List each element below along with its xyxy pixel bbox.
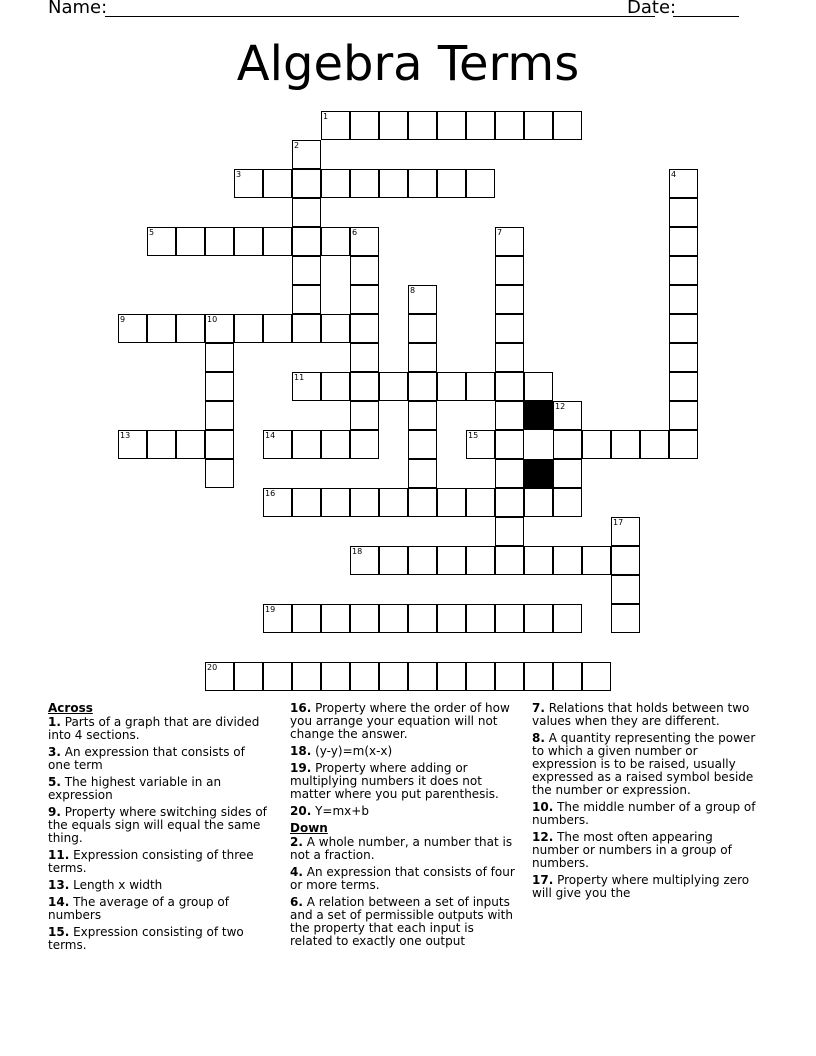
crossword-cell[interactable] (205, 343, 234, 372)
clue-number-label: 7 (497, 228, 503, 237)
crossword-cell[interactable] (669, 256, 698, 285)
crossword-cell[interactable] (205, 430, 234, 459)
clue-across (48, 806, 270, 845)
crossword-cell[interactable] (176, 314, 205, 343)
crossword-cell[interactable] (234, 314, 263, 343)
crossword-cell[interactable] (263, 662, 292, 691)
clue-number-label: 2 (294, 141, 300, 150)
crossword-cell[interactable] (292, 140, 321, 169)
crossword-cell[interactable] (495, 343, 524, 372)
clue-number-label: 17 (613, 518, 624, 527)
crossword-cell[interactable] (263, 488, 292, 517)
clue-number: 10. (532, 800, 554, 814)
crossword-cell[interactable] (350, 227, 379, 256)
crossword-cell[interactable] (553, 401, 582, 430)
clue-number: 15. (48, 925, 70, 939)
across-heading: Across (48, 701, 93, 715)
clue-number: 4. (290, 865, 303, 879)
crossword-cell[interactable] (495, 314, 524, 343)
clue-across (48, 716, 270, 742)
crossword-cell[interactable] (466, 169, 495, 198)
crossword-cell[interactable] (408, 343, 437, 372)
crossword-cell[interactable] (669, 372, 698, 401)
clue-number-label: 9 (120, 315, 126, 324)
crossword-cell[interactable] (147, 430, 176, 459)
crossword-cell[interactable] (408, 546, 437, 575)
crossword-cell[interactable] (263, 314, 292, 343)
crossword-cell[interactable] (495, 372, 524, 401)
crossword-cell[interactable] (292, 430, 321, 459)
crossword-cell[interactable] (669, 314, 698, 343)
crossword-cell[interactable] (437, 169, 466, 198)
crossword-cell[interactable] (379, 662, 408, 691)
crossword-cell[interactable] (466, 604, 495, 633)
crossword-cell[interactable] (205, 662, 234, 691)
crossword-cell[interactable] (437, 604, 466, 633)
crossword-cell[interactable] (495, 459, 524, 488)
crossword-cell[interactable] (669, 285, 698, 314)
clue-number-label: 18 (352, 547, 363, 556)
crossword-cell[interactable] (176, 430, 205, 459)
crossword-cell[interactable] (495, 285, 524, 314)
clue-across (48, 746, 270, 772)
clue-text: An expression that consists of one term (48, 745, 245, 772)
clue-text: Parts of a graph that are divided into 4 sections. (48, 715, 260, 742)
crossword-cell[interactable] (234, 227, 263, 256)
clue-number: 12. (532, 830, 554, 844)
crossword-cell[interactable] (466, 111, 495, 140)
crossword-cell[interactable] (495, 401, 524, 430)
clue-number: 18. (290, 744, 312, 758)
crossword-cell[interactable] (263, 604, 292, 633)
clue-across (290, 702, 520, 741)
crossword-cell[interactable] (437, 662, 466, 691)
crossword-cell[interactable] (495, 488, 524, 517)
name-label: Name: (48, 0, 108, 18)
clue-across (290, 805, 520, 818)
crossword-cell[interactable] (582, 546, 611, 575)
crossword-cell[interactable] (292, 169, 321, 198)
clue-down (532, 732, 760, 797)
crossword-cell[interactable] (495, 256, 524, 285)
clue-number: 1. (48, 715, 61, 729)
clue-number-label: 4 (671, 170, 677, 179)
crossword-cell[interactable] (379, 111, 408, 140)
clue-text: Length x width (73, 878, 163, 892)
crossword-cell[interactable] (611, 546, 640, 575)
crossword-cell[interactable] (408, 285, 437, 314)
clue-number-label: 11 (294, 373, 305, 382)
crossword-cell[interactable] (263, 227, 292, 256)
page-title: Algebra Terms (236, 36, 580, 92)
crossword-cell[interactable] (669, 169, 698, 198)
crossword-cell[interactable] (408, 488, 437, 517)
clue-number: 17. (532, 873, 554, 887)
crossword-cell[interactable] (611, 430, 640, 459)
crossword-cell[interactable] (553, 488, 582, 517)
crossword-cell[interactable] (292, 372, 321, 401)
clue-text: Expression consisting of three terms. (48, 848, 254, 875)
clue-number-label: 5 (149, 228, 155, 237)
clue-number: 11. (48, 848, 70, 862)
clue-number-label: 6 (352, 228, 358, 237)
clue-number-label: 10 (207, 315, 218, 324)
clue-text: The average of a group of numbers (48, 895, 229, 922)
clue-text: An expression that consists of four or more terms. (290, 865, 515, 892)
crossword-cell[interactable] (321, 111, 350, 140)
crossword-cell[interactable] (292, 662, 321, 691)
crossword-cell[interactable] (495, 546, 524, 575)
crossword-cell[interactable] (437, 488, 466, 517)
crossword-cell[interactable] (321, 488, 350, 517)
clue-number-label: 12 (555, 402, 566, 411)
clue-text: A relation between a set of inputs and a set of permissible outputs with the property that each input is related to exactly one output (290, 895, 513, 948)
crossword-cell[interactable] (553, 604, 582, 633)
crossword-cell[interactable] (292, 256, 321, 285)
crossword-cell[interactable] (582, 662, 611, 691)
crossword-cell[interactable] (524, 488, 553, 517)
down-heading: Down (290, 821, 328, 835)
crossword-cell[interactable] (408, 459, 437, 488)
crossword-cell[interactable] (611, 517, 640, 546)
crossword-cell[interactable] (321, 430, 350, 459)
crossword-cell[interactable] (350, 111, 379, 140)
clue-across (48, 896, 270, 922)
crossword-cell[interactable] (147, 227, 176, 256)
clue-down (290, 896, 520, 948)
crossword-cell[interactable] (118, 430, 147, 459)
clue-number: 2. (290, 835, 303, 849)
crossword-cell[interactable] (350, 314, 379, 343)
crossword-cell[interactable] (495, 111, 524, 140)
clue-text: The middle number of a group of numbers. (532, 800, 756, 827)
crossword-cell[interactable] (524, 662, 553, 691)
clue-down (532, 831, 760, 870)
crossword-cell[interactable] (437, 111, 466, 140)
crossword-cell[interactable] (350, 662, 379, 691)
crossword-cell[interactable] (495, 662, 524, 691)
crossword-cell[interactable] (292, 285, 321, 314)
clue-number-label: 19 (265, 605, 276, 614)
crossword-cell[interactable] (205, 459, 234, 488)
clue-text: Property where the order of how you arrange your equation will not change the answer. (290, 701, 510, 741)
crossword-cell[interactable] (205, 401, 234, 430)
crossword-cell[interactable] (524, 604, 553, 633)
crossword-cell[interactable] (379, 604, 408, 633)
crossword-cell[interactable] (669, 430, 698, 459)
clue-number: 13. (48, 878, 70, 892)
crossword-cell[interactable] (524, 372, 553, 401)
clue-across (48, 926, 270, 952)
crossword-cell[interactable] (379, 169, 408, 198)
crossword-cell[interactable] (350, 343, 379, 372)
clue-text: The most often appearing number or numbers in a group of numbers. (532, 830, 732, 870)
clue-text: A whole number, a number that is not a fraction. (290, 835, 513, 862)
crossword-cell[interactable] (466, 662, 495, 691)
crossword-cell[interactable] (292, 227, 321, 256)
crossword-cell[interactable] (466, 372, 495, 401)
crossword-cell[interactable] (176, 227, 205, 256)
crossword-cell[interactable] (408, 662, 437, 691)
crossword-cell[interactable] (669, 343, 698, 372)
crossword-cell[interactable] (234, 662, 263, 691)
crossword-cell[interactable] (292, 488, 321, 517)
clue-number: 5. (48, 775, 61, 789)
clue-text: (y-y)=m(x-x) (315, 744, 393, 758)
clue-text: Relations that holds between two values when they are different. (532, 701, 750, 728)
clue-across (48, 776, 270, 802)
crossword-cell[interactable] (466, 488, 495, 517)
crossword-cell[interactable] (669, 198, 698, 227)
crossword-cell[interactable] (524, 546, 553, 575)
crossword-cell (524, 430, 553, 459)
crossword-cell[interactable] (379, 372, 408, 401)
clue-number-label: 14 (265, 431, 276, 440)
crossword-cell[interactable] (408, 111, 437, 140)
crossword-cell[interactable] (553, 662, 582, 691)
crossword-cell[interactable] (379, 546, 408, 575)
clue-text: Property where switching sides of the equals sign will equal the same thing. (48, 805, 267, 845)
clue-down (532, 702, 760, 728)
crossword-cell[interactable] (669, 401, 698, 430)
clue-number: 19. (290, 761, 312, 775)
crossword-cell[interactable] (263, 430, 292, 459)
clue-number-label: 15 (468, 431, 479, 440)
crossword-cell[interactable] (553, 111, 582, 140)
clue-text: Expression consisting of two terms. (48, 925, 244, 952)
crossword-cell[interactable] (408, 169, 437, 198)
crossword-cell[interactable] (408, 314, 437, 343)
crossword-cell[interactable] (350, 169, 379, 198)
clue-number: 6. (290, 895, 303, 909)
clue-number: 7. (532, 701, 545, 715)
crossword-cell[interactable] (408, 430, 437, 459)
crossword-cell[interactable] (292, 198, 321, 227)
clue-number: 20. (290, 804, 312, 818)
crossword-cell[interactable] (350, 604, 379, 633)
crossword-cell[interactable] (118, 314, 147, 343)
crossword-cell[interactable] (321, 314, 350, 343)
black-square (524, 401, 553, 430)
clue-text: Property where adding or multiplying numbers it does not matter where you put parenthesis. (290, 761, 499, 801)
crossword-cell[interactable] (350, 488, 379, 517)
crossword-cell[interactable] (466, 430, 495, 459)
crossword-cell[interactable] (321, 169, 350, 198)
clue-number: 16. (290, 701, 312, 715)
crossword-cell[interactable] (263, 169, 292, 198)
clue-number: 9. (48, 805, 61, 819)
crossword-cell[interactable] (553, 459, 582, 488)
clue-across (290, 762, 520, 801)
crossword-cell[interactable] (408, 401, 437, 430)
crossword-cell[interactable] (234, 169, 263, 198)
crossword-cell[interactable] (292, 604, 321, 633)
clue-down (532, 801, 760, 827)
crossword-cell[interactable] (408, 604, 437, 633)
crossword-cell[interactable] (669, 227, 698, 256)
clue-text: Property where multiplying zero will give you the (532, 873, 750, 900)
clue-text: Y=mx+b (315, 804, 369, 818)
crossword-cell[interactable] (611, 575, 640, 604)
clue-number-label: 8 (410, 286, 416, 295)
crossword-cell[interactable] (321, 662, 350, 691)
black-square (524, 459, 553, 488)
crossword-cell[interactable] (350, 430, 379, 459)
crossword-cell[interactable] (321, 604, 350, 633)
crossword-cell[interactable] (205, 372, 234, 401)
clue-across (290, 745, 520, 758)
clue-number-label: 13 (120, 431, 131, 440)
crossword-cell[interactable] (321, 372, 350, 401)
crossword-cell[interactable] (408, 372, 437, 401)
clue-number-label: 20 (207, 663, 218, 672)
clue-number-label: 16 (265, 489, 276, 498)
crossword-cell[interactable] (350, 546, 379, 575)
crossword-cell[interactable] (350, 401, 379, 430)
crossword-cell[interactable] (205, 227, 234, 256)
clue-number-label: 3 (236, 170, 242, 179)
crossword-cell[interactable] (495, 227, 524, 256)
crossword-cell[interactable] (437, 546, 466, 575)
crossword-cell[interactable] (495, 517, 524, 546)
crossword-cell[interactable] (495, 604, 524, 633)
clue-number: 3. (48, 745, 61, 759)
crossword-cell[interactable] (205, 314, 234, 343)
crossword-cell[interactable] (292, 314, 321, 343)
crossword-cell[interactable] (553, 546, 582, 575)
date-label: Date: (627, 0, 677, 18)
clues-column-1 (48, 702, 270, 956)
clue-across (48, 849, 270, 875)
clues-column-2 (290, 702, 520, 952)
crossword-cell[interactable] (466, 546, 495, 575)
crossword-cell[interactable] (321, 227, 350, 256)
clue-number: 8. (532, 731, 545, 745)
crossword-cell[interactable] (350, 372, 379, 401)
crossword-cell[interactable] (553, 430, 582, 459)
crossword-cell[interactable] (611, 604, 640, 633)
crossword-cell[interactable] (495, 430, 524, 459)
clue-down (290, 866, 520, 892)
crossword-cell[interactable] (350, 285, 379, 314)
crossword-cell[interactable] (147, 314, 176, 343)
clue-number-label: 1 (323, 112, 329, 121)
crossword-cell[interactable] (437, 372, 466, 401)
crossword-cell[interactable] (350, 256, 379, 285)
clue-text: The highest variable in an expression (48, 775, 222, 802)
clue-down (532, 874, 760, 900)
clue-across (48, 879, 270, 892)
clues-column-3 (532, 702, 760, 904)
clue-text: A quantity representing the power to which a given number or expression is to be raised, usually expressed as a raised symbol beside the number or expression. (532, 731, 756, 797)
clue-number: 14. (48, 895, 70, 909)
crossword-cell[interactable] (379, 488, 408, 517)
crossword-cell[interactable] (582, 430, 611, 459)
clue-down (290, 836, 520, 862)
crossword-cell[interactable] (640, 430, 669, 459)
crossword-cell[interactable] (524, 111, 553, 140)
